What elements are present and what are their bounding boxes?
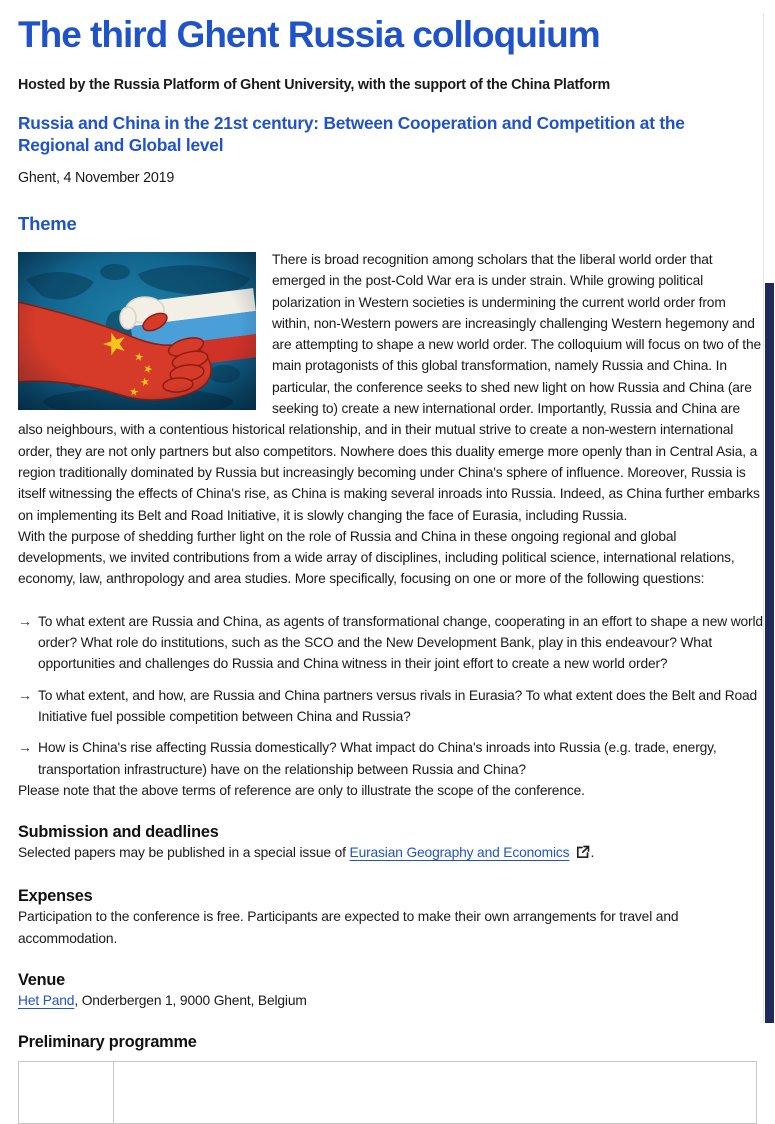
programme-description-cell bbox=[114, 1062, 757, 1124]
date-location: Ghent, 4 November 2019 bbox=[18, 170, 175, 186]
question-text: To what extent, and how, are Russia and China partners versus rivals in Eurasia? To what extent does the Belt and Road Initiative fuel possible competition between China and Russia? bbox=[38, 687, 758, 724]
page-title: The third Ghent Russia colloquium bbox=[18, 14, 600, 55]
scope-note: Please note that the above terms of reference are only to illustrate the scope of the conference. bbox=[18, 782, 585, 798]
list-item bbox=[18, 737, 763, 780]
submission-text-prefix: Selected papers may be published in a special issue of bbox=[18, 845, 350, 861]
programme-table bbox=[18, 1061, 757, 1124]
journal-link[interactable]: Eurasian Geography and Economics bbox=[349, 845, 570, 861]
programme-heading: Preliminary programme bbox=[18, 1033, 197, 1052]
venue-heading: Venue bbox=[18, 971, 65, 990]
article-content bbox=[18, 13, 763, 1124]
theme-paragraph-2: With the purpose of shedding further light on the role of Russia and China in these ongoing regional and global developments, we invited contributions from a wide array of disciplines, including political science, international relations, economy, law, anthropology and area studies. More specifically, focusing on one or more of the following questions: bbox=[18, 528, 735, 587]
venue-text bbox=[18, 990, 763, 1011]
list-item bbox=[18, 611, 763, 675]
vertical-scrollbar-thumb[interactable] bbox=[765, 283, 774, 1023]
handshake-illustration-svg bbox=[18, 252, 256, 410]
venue-address: , Onderbergen 1, 9000 Ghent, Belgium bbox=[74, 993, 307, 1009]
venue-link[interactable]: Het Pand bbox=[18, 993, 75, 1009]
submission-heading: Submission and deadlines bbox=[18, 823, 219, 842]
question-text: How is China's rise affecting Russia domestically? What impact do China's inroads into Russia (e.g. trade, energy, transportation infrastructure) have on the relationship between Russia and China? bbox=[38, 740, 717, 777]
theme-body bbox=[18, 249, 763, 526]
arrow-bullet-icon: → bbox=[18, 686, 32, 703]
submission-text-suffix: . bbox=[590, 845, 595, 861]
expenses-heading: Expenses bbox=[18, 887, 93, 906]
submission-text bbox=[18, 842, 763, 865]
external-link-icon[interactable] bbox=[576, 844, 590, 865]
theme-paragraph-1: There is broad recognition among scholars that the liberal world order that emerged in the post-Cold War era is under strain. While growing political polarization in Western societies is undermining the current world order from within, non-Western powers are increasingly challenging Western hegemony and are attempting to shape a new world order. The colloquium will focus on two of the main protagonists of this global transformation, namely Russia and China. In particular, the conference seeks to shed new light on how Russia and China (are seeking to) create a new international order. Importantly, Russia and China are also neighbours, with a contentious historical relationship, and in their mutual strive to create a non-western international order, they are not only partners but also competitors. Nowhere does this duality emerge more openly than in Central Asia, a region traditionally dominated by Russia but increasingly becoming under China's sphere of influence. Moreover, Russia is itself witnessing the effects of China's rise, as China is making several inroads into Russia. Indeed, as China further embarks on implementing its Belt and Road Initiative, it is slowly changing the face of Eurasia, including Russia. bbox=[18, 252, 762, 523]
question-list bbox=[18, 611, 763, 780]
russia-china-handshake-image bbox=[18, 252, 256, 410]
theme-heading: Theme bbox=[18, 213, 77, 234]
table-row bbox=[19, 1062, 757, 1124]
question-text: To what extent are Russia and China, as agents of transformational change, cooperating in an effort to shape a new world order? What role do institutions, such as the SCO and the New Development Bank, play in this endeavour? What opportunities and challenges do Russia and China witness in their joint effort to create a new world order? bbox=[38, 613, 763, 672]
list-item bbox=[18, 685, 763, 728]
hosted-by-subtitle: Hosted by the Russia Platform of Ghent University, with the support of the China Platform bbox=[18, 77, 610, 93]
expenses-text: Participation to the conference is free. Participants are expected to make their own arrangements for travel and accommodation. bbox=[18, 909, 679, 946]
arrow-bullet-icon: → bbox=[18, 612, 32, 629]
arrow-bullet-icon: → bbox=[18, 739, 32, 756]
vertical-scrollbar-track[interactable] bbox=[763, 13, 775, 1023]
conference-title: Russia and China in the 21st century: Between Cooperation and Competition at the Regional and Global level bbox=[18, 113, 685, 155]
programme-time-cell bbox=[19, 1062, 114, 1124]
